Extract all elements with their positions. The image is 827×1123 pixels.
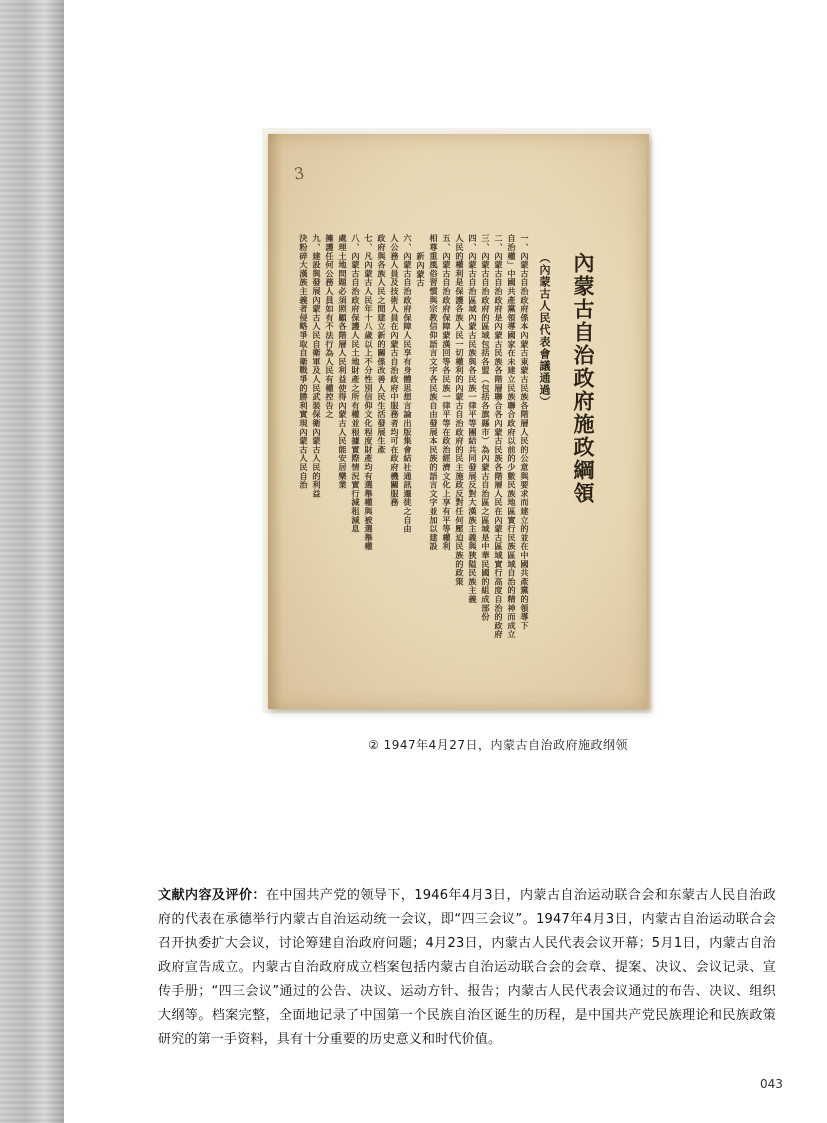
document-line: 處理土地問題必須照顧各階層人民利益使得內蒙古人民能安居樂業 (338, 234, 348, 490)
commentary-label: 文献内容及评价： (158, 888, 266, 903)
page-number: 043 (760, 1077, 783, 1091)
document-line: 四、內蒙古自治區域內蒙古民族與各民族一律平等團結共同發展反對大漢族主義與狹隘民族主義 (468, 234, 478, 604)
document-line: 五、內蒙古自治政府保障蒙漢回等各民族一律平等在政治經濟文化上享有平等權利 (442, 234, 452, 551)
document-line: 九、建設與發展內蒙古人民自衛軍及人民武裝保衛內蒙古人民的利益 (312, 234, 322, 498)
document-line: 相尊重風俗習慣與宗教信仰語言文字各民族自由發展本民族的語言文字並加以建設 (429, 234, 439, 551)
document-line: 新內蒙古 (416, 252, 426, 288)
commentary-text: 在中国共产党的领导下，1946年4月3日，内蒙古自治运动联合会和东蒙古人民自治政府的代表在承德举行内蒙古自治运动统一会议，即“四三会议”。1947年4月3日，内蒙古自治运动联合会召开执委扩大会议，讨论筹建自治政府问题；4月23日，内蒙古人民代表会议开幕；5月1日，内蒙古自治政府宣告成立。内蒙古自治政府成立档案包括内蒙古自治运动联合会的会章、提案、决议、会议记录、宣传手册；“四三会议”通过的公告、决议、运动方针、报告；内蒙古人民代表会议通过的布告、决议、组织大纲等。档案完整，全面地记录了中国第一个民族自治区诞生的历程，是中国共产党民族理论和民族政策研究的第一手资料，具有十分重要的历史意义和时代价值。 (158, 888, 776, 1047)
document-line: 政府與各族人民之間建立新的關係改善人民生活發展生產 (377, 234, 387, 454)
document-photo (262, 128, 652, 713)
document-line: 人民的權利是保護各族人民一切權利的內蒙古自治政府的民主施政反對任何壓迫民族的政策 (455, 234, 465, 586)
document-subtitle: （內蒙古人民代表會議通過） (538, 252, 551, 408)
document-line: 二、內蒙古自治政府是內蒙古民族各階層聯合各內蒙古民族各階層人民在內蒙古區域實行高度自治的政府 (494, 234, 504, 639)
document-line: 擁護任何公務人員如有不法行為人民有權控告之 (325, 234, 335, 419)
figure-caption: ② 1947年4月27日，内蒙古自治政府施政纲领 (368, 738, 629, 752)
handwritten-mark: 3 (292, 163, 306, 184)
document-line: 決粉碎大漢族主義者侵略爭取自衛戰爭的勝利實現內蒙古人民自治 (299, 234, 309, 490)
document-line: 三、內蒙古自治政府的區域包括各盟（包括各旗縣市）為內蒙古自治區之區域是中華民國的組成部份 (481, 234, 491, 622)
document-line: 七、凡內蒙古人民年十八歲以上不分性別信仰文化程度財產均有選舉權與被選舉權 (364, 234, 374, 551)
document-paper (268, 134, 649, 709)
commentary-paragraph (158, 884, 776, 1052)
document-line: 六、內蒙古自治政府保障人民享有身體思想言論出版集會結社通訊遷徙之自由 (403, 234, 413, 534)
document-line: 自治權」中國共產黨領導國家在未建立民族聯合政府以前的少數民族地區實行民族區域自治的精神而成立 (507, 234, 517, 639)
document-line: 人公務人員及技術人員在內蒙古自治政府中服務者均可在政府機關服務 (390, 234, 400, 507)
side-margin-strip (0, 0, 64, 1123)
document-line: 一、內蒙古自治政府係本內蒙古東蒙古民族各階層人民的公意與要求而建立的並在中國共產黨的領導下 (520, 234, 530, 630)
document-line: 八、內蒙古自治政府保護人民土地財產之所有權並根據實際情況實行減租減息 (351, 234, 361, 534)
document-title: 內蒙古自治政府施政綱領 (571, 252, 596, 505)
